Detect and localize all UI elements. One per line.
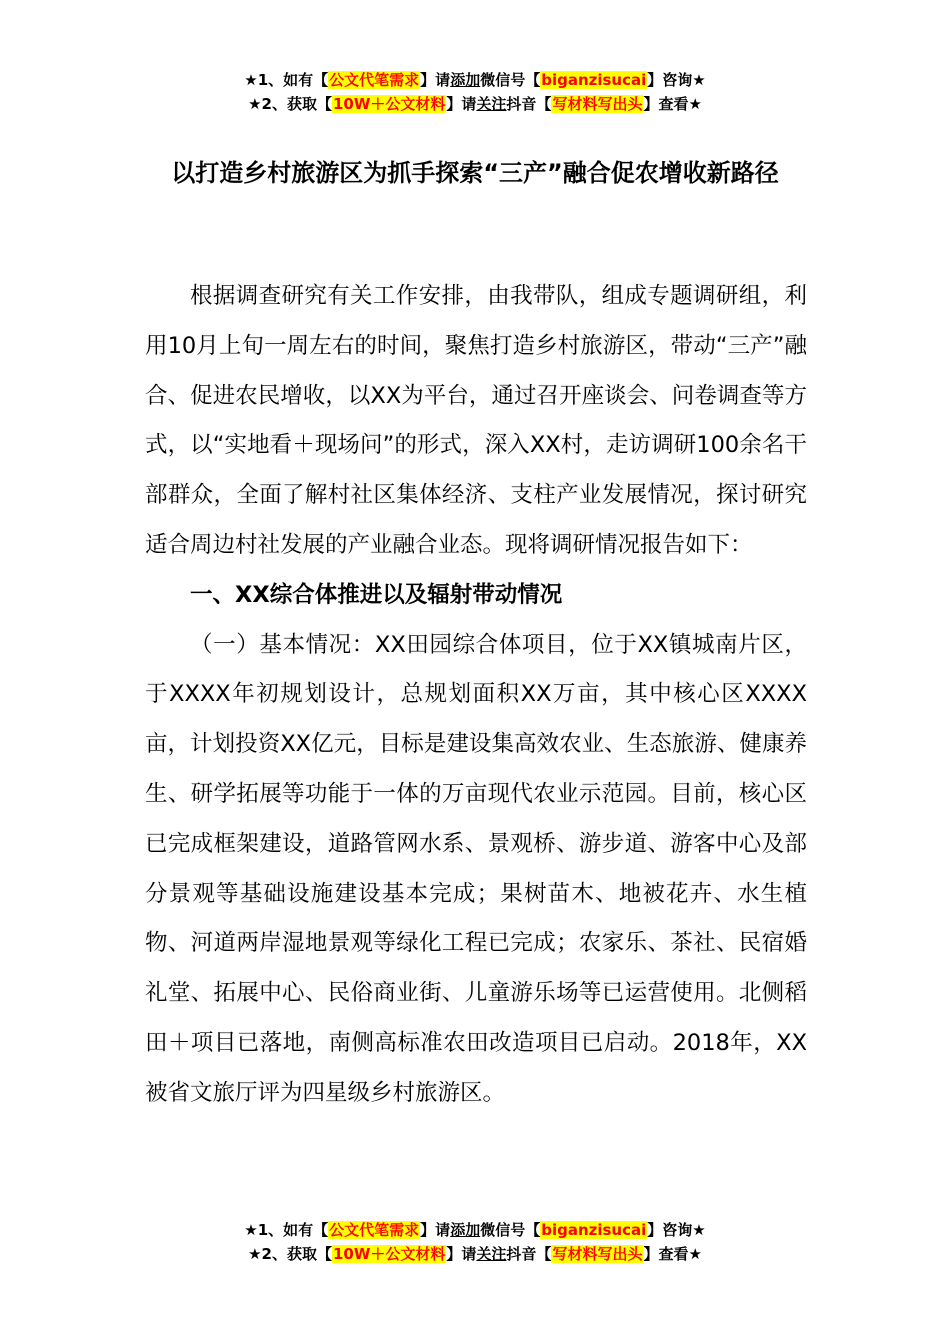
- section-heading: 一、XX综合体推进以及辐射带动情况: [190, 581, 563, 608]
- promo-line-2: ★2、获取【10W＋公文材料】请关注抖音【写材料写出头】查看★: [248, 1245, 702, 1263]
- highlight-douyin-id: 写材料写出头: [552, 1245, 643, 1263]
- section-paragraph: （一）基本情况：XX田园综合体项目，位于XX镇城南片区，于XXXX年初规划设计，总规划面积XX万亩，其中核心区XXXX亩，计划投资XX亿元，目标是建设集高效农业、生态旅游、健康养生、研学拓展等功能于一体的万亩现代农业示范园。目前，核心区已完成框架建设，道路管网水系、景观桥、游步道、游客中心及部分景观等基础设施建设基本完成；果树苗木、地被花卉、水生植物、河道两岸湿地景观等绿化工程已完成；农家乐、茶社、民宿婚礼堂、拓展中心、民俗商业街、儿童游乐场等已运营使用。北侧稻田＋项目已落地，南侧高标准农田改造项目已启动。2018年，XX被省文旅厅评为四星级乡村旅游区。: [145, 631, 807, 1106]
- document-title: 以打造乡村旅游区为抓手探索“三产”融合促农增收新路径: [171, 159, 779, 187]
- bottom-promo-banner: [0, 1218, 950, 1266]
- highlight-materials: 10W＋公文材料: [332, 95, 446, 113]
- intro-paragraph: 根据调查研究有关工作安排，由我带队，组成专题调研组，利用10月上旬一周左右的时间，聚焦打造乡村旅游区，带动“三产”融合、促进农民增收，以XX为平台，通过召开座谈会、问卷调查等方式，以“实地看＋现场问”的形式，深入XX村，走访调研100余名干部群众，全面了解村社区集体经济、支柱产业发展情况，探讨研究适合周边村社发展的产业融合业态。现将调研情况报告如下：: [145, 283, 807, 558]
- highlight-wechat-id: biganzisucai: [541, 1221, 647, 1239]
- highlight-service: 公文代笔需求: [329, 1221, 420, 1239]
- highlight-materials: 10W＋公文材料: [332, 1245, 446, 1263]
- highlight-service: 公文代笔需求: [329, 71, 420, 89]
- document-body: [145, 272, 807, 1119]
- top-promo-banner: [0, 68, 950, 116]
- promo-line-2: ★2、获取【10W＋公文材料】请关注抖音【写材料写出头】查看★: [248, 95, 702, 113]
- highlight-wechat-id: biganzisucai: [541, 71, 647, 89]
- promo-line-1: ★1、如有【公文代笔需求】请添加微信号【biganzisucai】咨询★: [244, 71, 706, 89]
- promo-line-1: ★1、如有【公文代笔需求】请添加微信号【biganzisucai】咨询★: [244, 1221, 706, 1239]
- highlight-douyin-id: 写材料写出头: [552, 95, 643, 113]
